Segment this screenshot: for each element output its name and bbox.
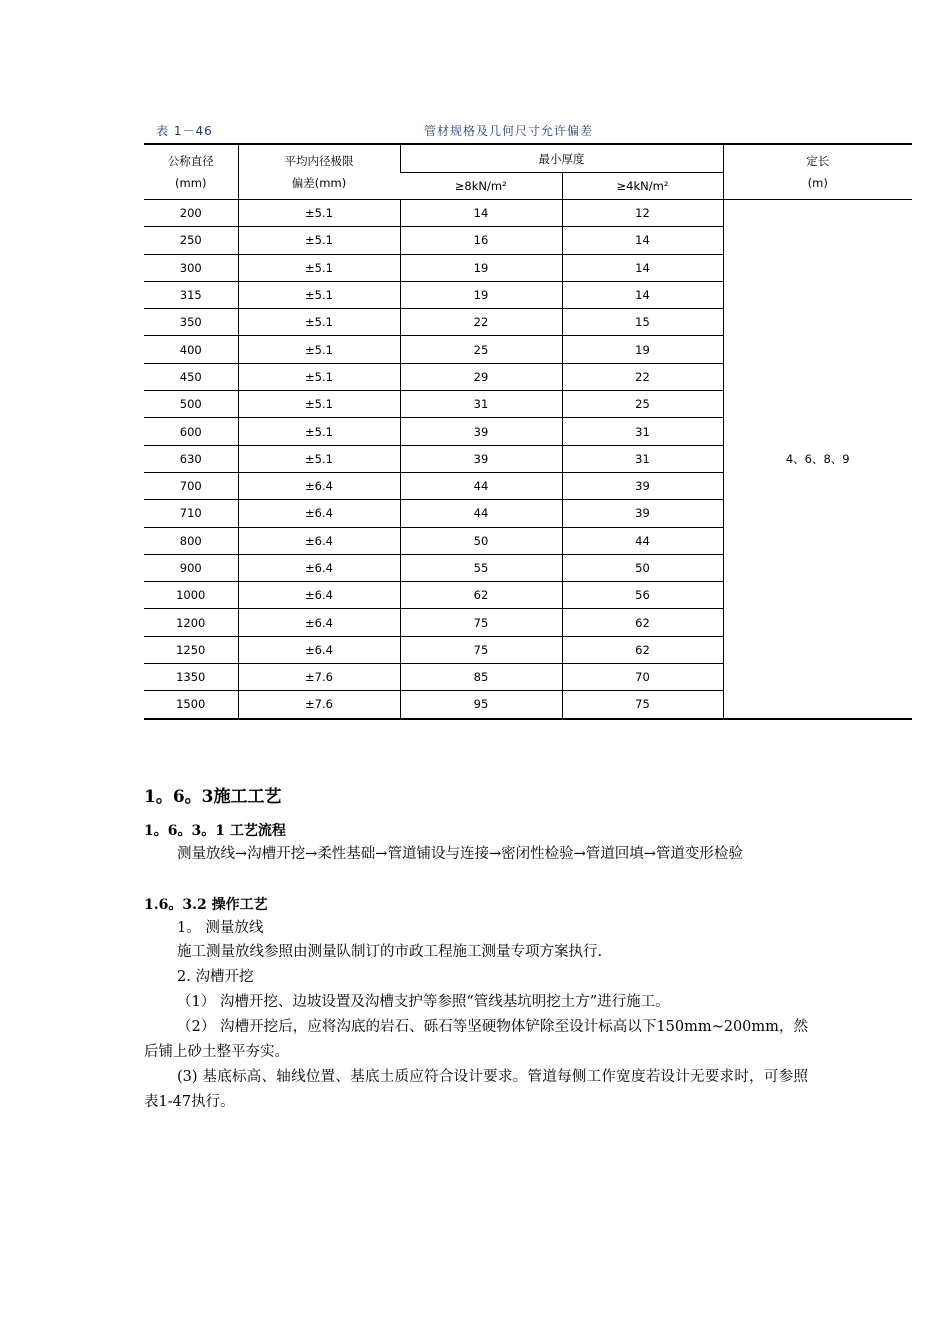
- cell-tolerance: ±5.1: [238, 391, 400, 418]
- cell-diameter: 300: [144, 254, 238, 281]
- cell-thickness-4: 15: [562, 309, 723, 336]
- cell-diameter: 350: [144, 309, 238, 336]
- col-header-min-thickness: 最小厚度: [400, 144, 723, 173]
- cell-thickness-8: 44: [400, 472, 562, 499]
- cell-thickness-4: 44: [562, 527, 723, 554]
- cell-thickness-4: 22: [562, 363, 723, 390]
- cell-thickness-4: 39: [562, 500, 723, 527]
- cell-tolerance: ±5.1: [238, 363, 400, 390]
- col-header-stiffness-8: ≥8kN/m²: [400, 173, 562, 200]
- cell-diameter: 700: [144, 472, 238, 499]
- cell-thickness-4: 50: [562, 554, 723, 581]
- cell-thickness-4: 31: [562, 418, 723, 445]
- cell-diameter: 1500: [144, 691, 238, 719]
- cell-thickness-8: 19: [400, 281, 562, 308]
- cell-tolerance: ±5.1: [238, 418, 400, 445]
- col-header-tolerance: 平均内径极限 偏差(mm): [238, 144, 400, 200]
- cell-tolerance: ±6.4: [238, 554, 400, 581]
- table-caption: [156, 120, 912, 140]
- cell-tolerance: ±5.1: [238, 281, 400, 308]
- cell-tolerance: ±7.6: [238, 664, 400, 691]
- cell-tolerance: ±6.4: [238, 500, 400, 527]
- cell-tolerance: ±5.1: [238, 254, 400, 281]
- cell-diameter: 900: [144, 554, 238, 581]
- cell-tolerance: ±5.1: [238, 200, 400, 227]
- cell-tolerance: ±6.4: [238, 472, 400, 499]
- cell-thickness-8: 75: [400, 636, 562, 663]
- cell-thickness-4: 19: [562, 336, 723, 363]
- section-heading: 1。6。3施工工艺: [144, 787, 282, 807]
- cell-thickness-4: 12: [562, 200, 723, 227]
- cell-thickness-8: 19: [400, 254, 562, 281]
- cell-thickness-8: 22: [400, 309, 562, 336]
- table-title: 管材规格及几何尺寸允许偏差: [424, 124, 594, 138]
- cell-diameter: 200: [144, 200, 238, 227]
- cell-thickness-8: 39: [400, 445, 562, 472]
- paragraph-3: (3) 基底标高、轴线位置、基底土质应符合设计要求。管道每侧工作宽度若设计无要求时，可参照表1-47执行。: [144, 1069, 808, 1110]
- cell-diameter: 500: [144, 391, 238, 418]
- cell-diameter: 630: [144, 445, 238, 472]
- cell-thickness-4: 62: [562, 636, 723, 663]
- col-header-stiffness-4: ≥4kN/m²: [562, 173, 723, 200]
- cell-thickness-4: 25: [562, 391, 723, 418]
- cell-thickness-4: 31: [562, 445, 723, 472]
- item-trench-heading: 2. 沟槽开挖: [177, 969, 254, 985]
- cell-diameter: 1250: [144, 636, 238, 663]
- cell-tolerance: ±6.4: [238, 636, 400, 663]
- cell-thickness-8: 25: [400, 336, 562, 363]
- cell-thickness-8: 62: [400, 582, 562, 609]
- cell-thickness-8: 85: [400, 664, 562, 691]
- cell-thickness-8: 39: [400, 418, 562, 445]
- cell-tolerance: ±5.1: [238, 445, 400, 472]
- cell-diameter: 315: [144, 281, 238, 308]
- cell-thickness-4: 14: [562, 254, 723, 281]
- cell-length: 4、6、8、9: [723, 200, 912, 719]
- cell-diameter: 710: [144, 500, 238, 527]
- item-survey-heading: 1。 测量放线: [177, 920, 264, 936]
- cell-thickness-8: 75: [400, 609, 562, 636]
- cell-thickness-8: 14: [400, 200, 562, 227]
- cell-diameter: 1000: [144, 582, 238, 609]
- cell-tolerance: ±6.4: [238, 582, 400, 609]
- cell-thickness-4: 70: [562, 664, 723, 691]
- table-number: 表 1－46: [156, 124, 213, 138]
- cell-thickness-8: 31: [400, 391, 562, 418]
- cell-diameter: 800: [144, 527, 238, 554]
- cell-tolerance: ±5.1: [238, 309, 400, 336]
- col-header-length: 定长 (m): [723, 144, 912, 200]
- cell-diameter: 450: [144, 363, 238, 390]
- col-header-diameter: 公称直径 (mm): [144, 144, 238, 200]
- cell-diameter: 1200: [144, 609, 238, 636]
- cell-thickness-8: 50: [400, 527, 562, 554]
- cell-thickness-4: 75: [562, 691, 723, 719]
- subsection-heading-operation: 1.6。3.2 操作工艺: [144, 897, 268, 913]
- table-row: [144, 200, 912, 227]
- paragraph-1: （1） 沟槽开挖、边坡设置及沟槽支护等参照“管线基坑明挖土方”进行施工。: [177, 994, 670, 1010]
- cell-thickness-8: 29: [400, 363, 562, 390]
- process-flow: 测量放线→沟槽开挖→柔性基础→管道铺设与连接→密闭性检验→管道回填→管道变形检验: [177, 846, 743, 862]
- cell-thickness-4: 14: [562, 281, 723, 308]
- item-survey-text: 施工测量放线参照由测量队制订的市政工程施工测量专项方案执行.: [177, 944, 603, 960]
- cell-thickness-4: 39: [562, 472, 723, 499]
- cell-tolerance: ±6.4: [238, 609, 400, 636]
- cell-thickness-4: 62: [562, 609, 723, 636]
- cell-thickness-4: 14: [562, 227, 723, 254]
- pipe-spec-table: [144, 143, 912, 720]
- cell-diameter: 1350: [144, 664, 238, 691]
- cell-thickness-4: 56: [562, 582, 723, 609]
- cell-tolerance: ±6.4: [238, 527, 400, 554]
- subsection-heading-process: 1。6。3。1 工艺流程: [144, 823, 286, 839]
- cell-diameter: 400: [144, 336, 238, 363]
- cell-diameter: 250: [144, 227, 238, 254]
- cell-thickness-8: 55: [400, 554, 562, 581]
- cell-tolerance: ±5.1: [238, 336, 400, 363]
- cell-tolerance: ±5.1: [238, 227, 400, 254]
- cell-diameter: 600: [144, 418, 238, 445]
- cell-tolerance: ±7.6: [238, 691, 400, 719]
- cell-thickness-8: 95: [400, 691, 562, 719]
- cell-thickness-8: 16: [400, 227, 562, 254]
- paragraph-2: （2） 沟槽开挖后，应将沟底的岩石、砾石等坚硬物体铲除至设计标高以下150mm~200mm，然后铺上砂土整平夯实。: [144, 1019, 808, 1060]
- cell-thickness-8: 44: [400, 500, 562, 527]
